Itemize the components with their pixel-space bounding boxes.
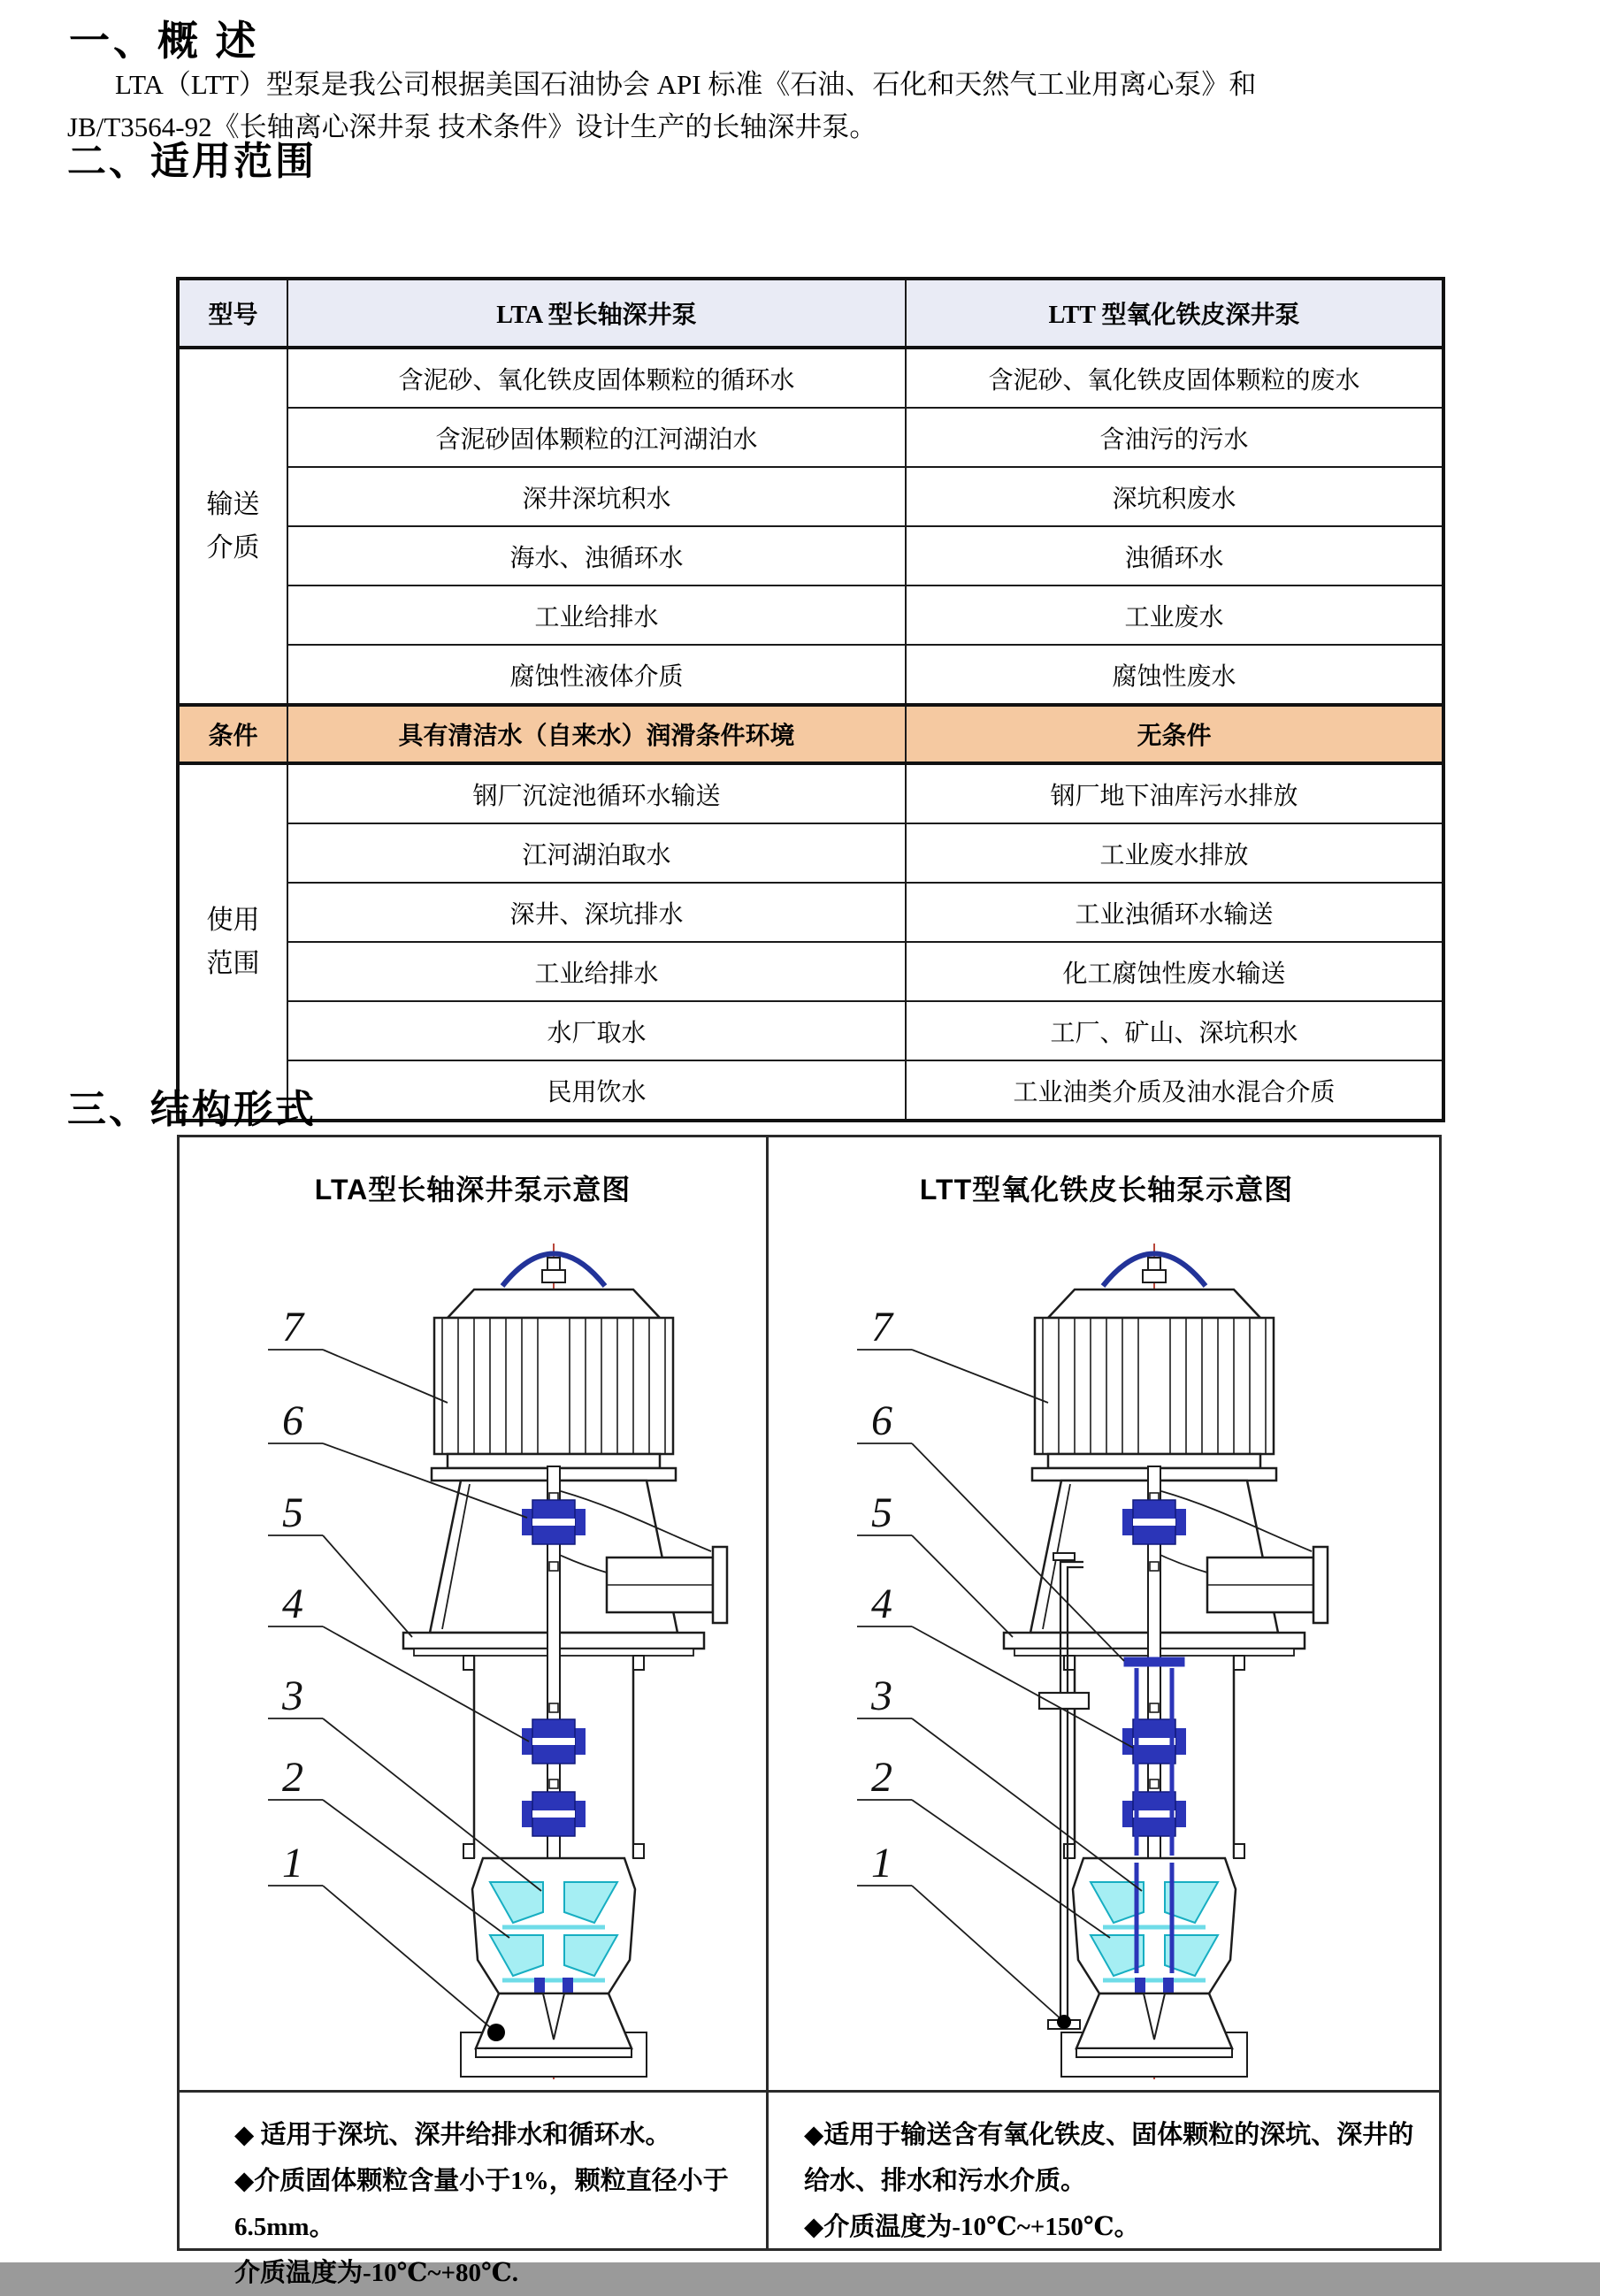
lta-diagram-title: LTA型长轴深井泵示意图 xyxy=(314,1174,632,1205)
callout-4: 4 xyxy=(871,1580,892,1627)
lta-caption xyxy=(180,2093,766,2287)
table-row xyxy=(178,348,1443,408)
table-row xyxy=(178,883,1443,942)
condition-row xyxy=(178,705,1443,763)
usage-row-0-lta: 钢厂沉淀池循环水输送 xyxy=(287,763,906,823)
lta-caption-line-2: ◆介质固体颗粒含量小于1%，颗粒直径小于6.5mm。 xyxy=(234,2167,729,2241)
callout-5: 5 xyxy=(282,1489,303,1536)
callout-7: 7 xyxy=(871,1304,892,1351)
lta-diagram-panel xyxy=(180,1137,766,2090)
table-row xyxy=(178,585,1443,645)
leader-dot xyxy=(1057,2015,1071,2029)
media-row-3-lta: 海水、浊循环水 xyxy=(287,526,906,585)
media-row-5-ltt: 腐蚀性废水 xyxy=(906,645,1443,705)
callout-7: 7 xyxy=(282,1304,303,1351)
ltt-diagram-title: LTT型氧化铁皮长轴泵示意图 xyxy=(919,1174,1294,1205)
callout-1: 1 xyxy=(871,1840,892,1887)
usage-row-3-lta: 工业给排水 xyxy=(287,942,906,1001)
callout-4: 4 xyxy=(282,1580,303,1627)
section-3-heading: 三、结构形式 xyxy=(67,1088,317,1131)
leader-dot xyxy=(487,2024,505,2041)
usage-row-4-ltt: 工厂、矿山、深坑积水 xyxy=(906,1001,1443,1060)
usage-row-5-ltt: 工业油类介质及油水混合介质 xyxy=(906,1060,1443,1121)
callout-3: 3 xyxy=(871,1672,892,1719)
callout-5: 5 xyxy=(871,1489,892,1536)
table-row xyxy=(178,823,1443,883)
condition-lta: 具有清洁水（自来水）润滑条件环境 xyxy=(287,705,906,763)
media-row-4-ltt: 工业废水 xyxy=(906,585,1443,645)
header-lta: LTA 型长轴深井泵 xyxy=(287,279,906,348)
table-row xyxy=(178,645,1443,705)
table-row xyxy=(178,526,1443,585)
media-row-3-ltt: 浊循环水 xyxy=(906,526,1443,585)
usage-row-5-lta: 民用饮水 xyxy=(287,1060,906,1121)
media-row-2-ltt: 深坑积废水 xyxy=(906,467,1443,526)
usage-row-0-ltt: 钢厂地下油库污水排放 xyxy=(906,763,1443,823)
usage-row-2-ltt: 工业浊循环水输送 xyxy=(906,883,1443,942)
usage-row-4-lta: 水厂取水 xyxy=(287,1001,906,1060)
table-row xyxy=(178,763,1443,823)
ltt-pump-diagram xyxy=(769,1137,1444,2090)
callout-1: 1 xyxy=(282,1840,303,1887)
callout-6: 6 xyxy=(871,1397,892,1444)
ltt-diagram-panel xyxy=(769,1137,1444,2090)
lta-caption-line-3: 介质温度为-10℃~+80℃. xyxy=(234,2259,519,2287)
callout-2: 2 xyxy=(871,1754,892,1801)
header-ltt: LTT 型氧化铁皮深井泵 xyxy=(906,279,1443,348)
lta-caption-line-1: ◆ 适用于深坑、深井给排水和循环水。 xyxy=(234,2121,671,2149)
condition-ltt: 无条件 xyxy=(906,705,1443,763)
callout-2: 2 xyxy=(282,1754,303,1801)
table-row xyxy=(178,1001,1443,1060)
ltt-caption-line-2: ◆介质温度为-10℃~+150℃。 xyxy=(804,2213,1140,2241)
media-row-4-lta: 工业给排水 xyxy=(287,585,906,645)
callout-6: 6 xyxy=(282,1397,303,1444)
usage-group-label: 使用范围 xyxy=(178,763,287,1121)
ltt-caption-line-1: ◆适用于输送含有氧化铁皮、固体颗粒的深坑、深井的给水、排水和污水介质。 xyxy=(804,2121,1414,2195)
table-row xyxy=(178,942,1443,1001)
table-row xyxy=(178,1060,1443,1121)
table-row xyxy=(178,408,1443,467)
usage-row-3-ltt: 化工腐蚀性废水输送 xyxy=(906,942,1443,1001)
media-row-2-lta: 深井深坑积水 xyxy=(287,467,906,526)
callout-3: 3 xyxy=(282,1672,303,1719)
media-row-0-ltt: 含泥砂、氧化铁皮固体颗粒的废水 xyxy=(906,348,1443,408)
media-row-5-lta: 腐蚀性液体介质 xyxy=(287,645,906,705)
application-range-table xyxy=(176,277,1445,1122)
overview-paragraph-line-2: JB/T3564-92《长轴离心深井泵 技术条件》设计生产的长轴深井泵。 xyxy=(67,111,877,142)
usage-row-2-lta: 深井、深坑排水 xyxy=(287,883,906,942)
ltt-caption xyxy=(769,2093,1444,2254)
media-row-0-lta: 含泥砂、氧化铁皮固体颗粒的循环水 xyxy=(287,348,906,408)
media-row-1-ltt: 含油污的污水 xyxy=(906,408,1443,467)
section-2-heading: 二、适用范围 xyxy=(67,140,317,183)
structure-figure xyxy=(177,1135,1442,2287)
usage-row-1-lta: 江河湖泊取水 xyxy=(287,823,906,883)
section-1-heading: 一、概 述 xyxy=(69,19,260,64)
overview-paragraph-line-1: LTA（LTT）型泵是我公司根据美国石油协会 API 标准《石油、石化和天然气工业用离心泵》和 xyxy=(115,69,1257,100)
condition-label: 条件 xyxy=(178,705,287,763)
table-header-row xyxy=(178,279,1443,348)
lta-pump-diagram xyxy=(180,1137,766,2090)
media-group-label: 输送介质 xyxy=(178,348,287,705)
media-row-1-lta: 含泥砂固体颗粒的江河湖泊水 xyxy=(287,408,906,467)
usage-row-1-ltt: 工业废水排放 xyxy=(906,823,1443,883)
table-row xyxy=(178,467,1443,526)
header-model: 型号 xyxy=(178,279,287,348)
